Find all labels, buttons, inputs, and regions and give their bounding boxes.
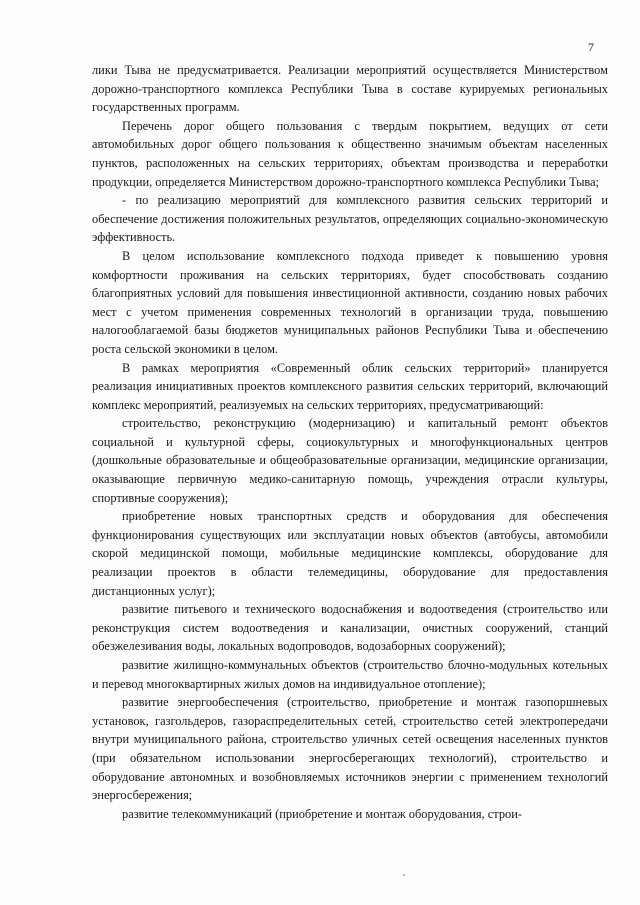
document-body <box>92 61 608 823</box>
scan-speck <box>403 874 405 876</box>
list-item-transport: приобретение новых транспортных средств и оборудования для обеспечения функционирования существующих или эксплуатации новых объектов (автобусы, автомобили скорой медицинской помощи, мобильные медицинские комплексы, оборудование для реализации проектов в области телемедицины, оборудование для предоставления дистанционных услуг); <box>92 509 608 598</box>
paragraph-continuation: лики Тыва не предусматривается. Реализации мероприятий осуществляется Министерством дорожно-транспортного комплекса Республики Тыва в составе курируемых региональных государственных программ. <box>92 63 608 115</box>
paragraph-road-list: Перечень дорог общего пользования с твердым покрытием, ведущих от сети автомобильных дорог общего пользования к общественно значимым объектам населенных пунктов, расположенных на сельских территориях, объектам производства и переработки продукции, определяется Министерством дорожно-транспортного комплекса Республики Тыва; <box>92 118 608 189</box>
paragraph-integrated-approach: В целом использование комплексного подхода приведет к повышению уровня комфортности проживания на сельских территориях, будет способствовать созданию благоприятных условий для повышения инвестиционной активности, созданию новых рабочих мест с учетом применения современных технологий в организации труда, повышению налогооблагаемой базы бюджетов муниципальных районов Республики Тыва и обеспечению роста сельской экономики в целом. <box>92 248 608 356</box>
list-item-housing-utilities: развитие жилищно-коммунальных объектов (строительство блочно-модульных котельных и перевод многоквартирных жилых домов на индивидуальное отопление); <box>92 658 608 691</box>
list-item-water-supply: развитие питьевого и технического водоснабжения и водоотведения (строительство или реконструкция систем водоотведения и канализации, очистных сооружений, станций обезжелезивания воды, локальных водопроводов, водозаборных сооружений); <box>92 602 608 654</box>
list-item-energy-supply: развитие энергообеспечения (строительство, приобретение и монтаж газопоршневых установок, газгольдеров, газораспределительных сетей, строительство сетей электропередачи внутри муниципального района, строительство уличных сетей освещения населенных пунктов (при обязательном использовании энергосберегающих технологий), строительство и оборудование автономных и возобновляемых источников энергии с применением технологий энергосбережения; <box>92 695 608 803</box>
list-item-telecommunications: развитие телекоммуникаций (приобретение и монтаж оборудования, строи- <box>122 806 522 821</box>
page-number: 7 <box>588 40 594 54</box>
list-item-construction: строительство, реконструкцию (модернизацию) и капитальный ремонт объектов социальной и культурной сферы, социокультурных и многофункциональных центров (дошкольные образовательные и общеобразовательные организации, медицинские организации, оказывающие первичную медико-санитарную помощь, учреждения отрасли культуры, спортивные сооружения); <box>92 416 608 505</box>
paragraph-modern-look: В рамках мероприятия «Современный облик сельских территорий» планируется реализация инициативных проектов комплексного развития сельских территорий, включающий комплекс мероприятий, реализуемых на сельских территориях, предусматривающий: <box>92 360 608 412</box>
paragraph-complex-development: - по реализацию мероприятий для комплексного развития сельских территорий и обеспечение достижения положительных результатов, определяющих социально-экономическую эффективность. <box>92 193 608 245</box>
